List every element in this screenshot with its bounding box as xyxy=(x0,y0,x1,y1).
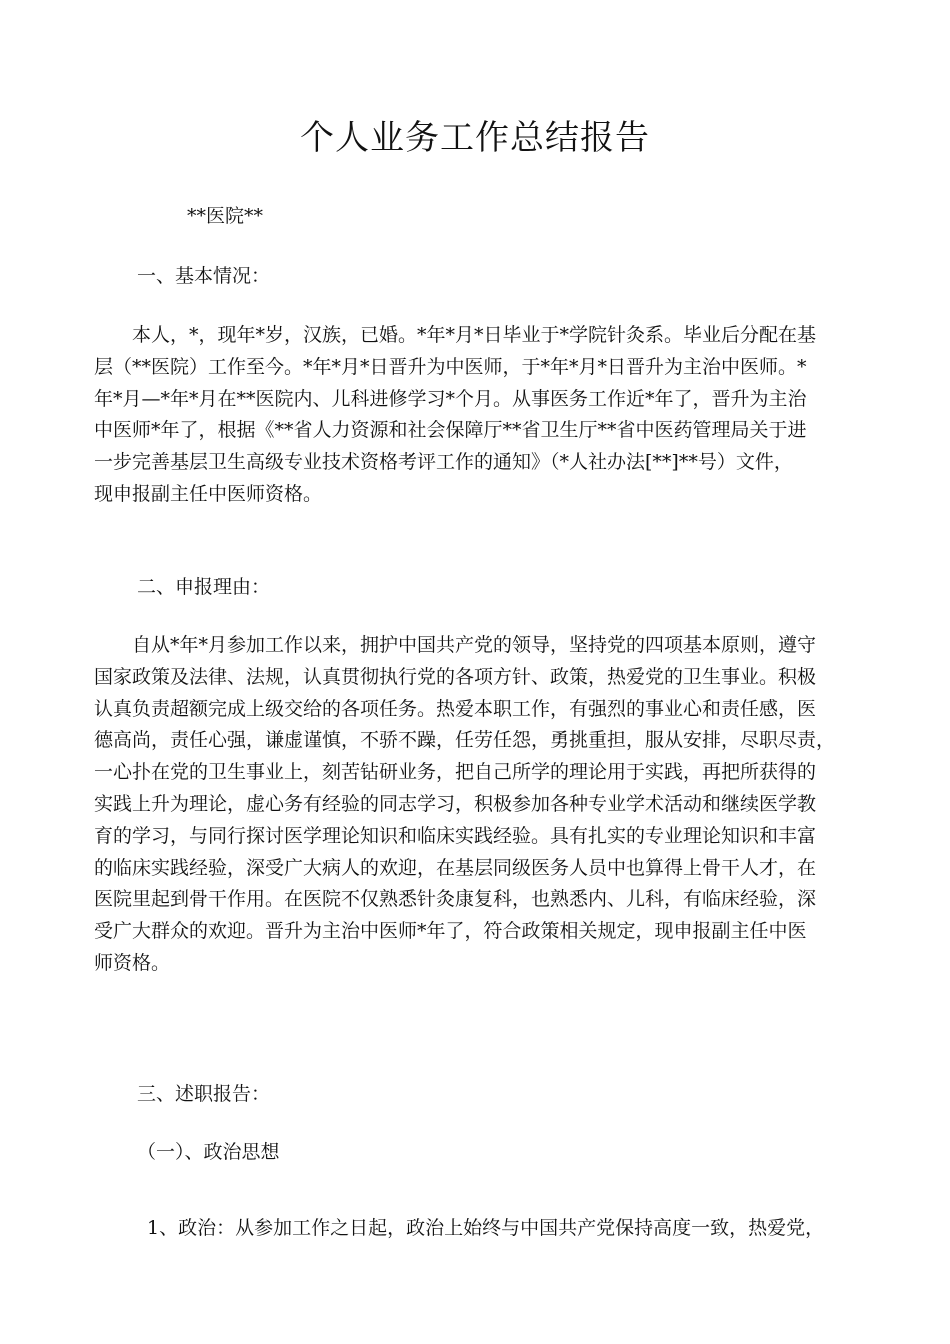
section-heading-application-reason: 二、申报理由： xyxy=(137,576,271,598)
paragraph-line: 师资格。 xyxy=(94,951,171,974)
paragraph-line: 育的学习，与同行探讨医学理论知识和临床实践经验。具有扎实的专业理论知识和丰富 xyxy=(94,824,817,847)
document-title: 个人业务工作总结报告 xyxy=(300,118,650,158)
point-politics: 1、政治：从参加工作之日起，政治上始终与中国共产党保持高度一致，热爱党， xyxy=(147,1217,825,1239)
hospital-name: **医院** xyxy=(187,205,264,227)
paragraph-line: 认真负责超额完成上级交给的各项任务。热爱本职工作，有强烈的事业心和责任感，医 xyxy=(94,697,817,720)
paragraph-line: 一心扑在党的卫生事业上，刻苦钻研业务，把自己所学的理论用于实践，再把所获得的 xyxy=(94,761,817,784)
paragraph-line: 现申报副主任中医师资格。 xyxy=(94,482,323,505)
application-reason-paragraph xyxy=(94,630,876,980)
paragraph-line: 医院里起到骨干作用。在医院不仅熟悉针灸康复科，也熟悉内、儿科，有临床经验，深 xyxy=(94,888,817,911)
paragraph-line: 国家政策及法律、法规，认真贯彻执行党的各项方针、政策，热爱党的卫生事业。积极 xyxy=(94,665,817,688)
paragraph-line: 德高尚，责任心强，谦虚谨慎，不骄不躁，任劳任怨，勇挑重担，服从安排，尽职尽责， xyxy=(94,729,836,752)
paragraph-line: 年*月—*年*月在**医院内、儿科进修学习*个月。从事医务工作近*年了，晋升为主治 xyxy=(94,387,807,410)
paragraph-line: 自从*年*月参加工作以来，拥护中国共产党的领导，坚持党的四项基本原则，遵守 xyxy=(94,634,817,656)
paragraph-line: 层（**医院）工作至今。*年*月*日晋升为中医师，于*年*月*日晋升为主治中医师。* xyxy=(94,355,807,378)
paragraph-line: 的临床实践经验，深受广大病人的欢迎，在基层同级医务人员中也算得上骨干人才，在 xyxy=(94,856,817,879)
basic-info-paragraph xyxy=(94,320,876,511)
subsection-heading-political-thought: （一）、政治思想 xyxy=(137,1141,280,1163)
section-heading-work-report: 三、述职报告： xyxy=(137,1083,271,1105)
paragraph-line: 中医师*年了，根据《**省人力资源和社会保障厅**省卫生厅**省中医药管理局关于进 xyxy=(94,419,807,442)
paragraph-line: 受广大群众的欢迎。晋升为主治中医师*年了，符合政策相关规定，现申报副主任中医 xyxy=(94,920,807,943)
paragraph-line: 本人，*，现年*岁，汉族，已婚。*年*月*日毕业于*学院针灸系。毕业后分配在基 xyxy=(94,324,817,346)
paragraph-line: 一步完善基层卫生高级专业技术资格考评工作的通知》（*人社办法[**]**号）文件， xyxy=(94,451,793,474)
section-heading-basic-info: 一、基本情况： xyxy=(137,265,271,287)
paragraph-line: 实践上升为理论，虚心务有经验的同志学习，积极参加各种专业学术活动和继续医学教 xyxy=(94,792,817,815)
